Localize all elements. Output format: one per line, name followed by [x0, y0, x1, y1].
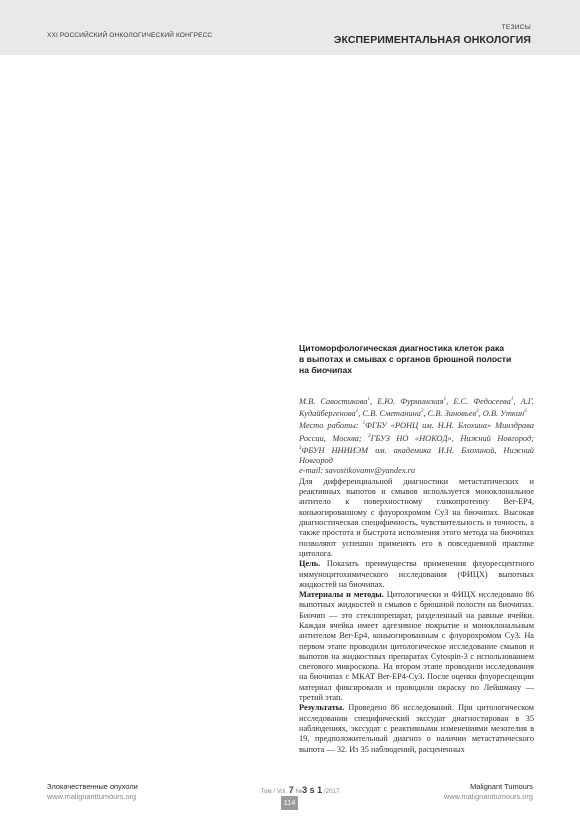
page-number: 114 — [281, 796, 298, 810]
article-title — [299, 343, 534, 376]
journal-link-right[interactable]: www.malignanttumours.org — [443, 792, 533, 801]
article — [299, 343, 534, 755]
methods-paragraph: Материалы и методы. Цитологически и ФИЦХ исследовано 86 выпотных жидкостей и смывов с брюшной полости на биочипах. Биочип — это стеклопрепарат, разделенный на равные ячейки. Каждая ячейка имеет адгезивное покрытие и моноклональным антителом Ber-Ep4, коньюгированным с флуорохромом Cy3. На первом этапе проводили цитологическое исследование смывов и выпотов на жидкостных препаратах Cytospin-3 с использованием светового микроскопа. На втором этапе проводили исследования на биочипах с МКАТ Ber-EP4-Cy3. После оценки флуоресценции материал фиксировали и проводили окраску по Лейшману — третий этап. — [299, 590, 534, 703]
workplace: Место работы: $^1$ФГБУ «РОНЦ им. Н.Н. Блохина» Минздрава России, Москва; $^2$ГБУЗ НО «НОКОД», Нижний Новгород; $^3$ФБУН ННИИЭМ им. академика И.Н. Блохиной, Нижний Новгород — [299, 421, 534, 466]
article-body — [299, 477, 534, 755]
email: e-mail: savostikovamv@yandex.ru — [299, 466, 416, 476]
congress-name: XXI РОССИЙСКИЙ ОНКОЛОГИЧЕСКИЙ КОНГРЕСС — [47, 32, 213, 39]
author-list: М.В. Савостикова$^1$, Е.Ю. Фурминская$^1$, Е.С. Федосеева$^1$, А.Г. Кудайбергенова$^1$, С.В. Сметанина$^2$, С.В. Зиновьев$^3$, О.В. Уткин$^3$ — [299, 396, 534, 418]
authors-block — [299, 395, 534, 477]
journal-link-left[interactable]: www.malignanttumours.org — [47, 792, 137, 801]
article-title-line: Цитоморфологическая диагностика клеток рака — [299, 343, 505, 353]
issue-info: Том / Vol. 7 №3 s 1 /2017 — [260, 785, 340, 795]
article-title-line: на биочипах — [299, 365, 353, 375]
journal-name-en: Malignant Tumours — [470, 782, 533, 791]
goal-paragraph: Цель. Показать преимущества применения флуоресцентного иммуноцитохимического исследования (ФИЦХ) выпотных жидкостей на биочипах. — [299, 559, 534, 589]
intro-paragraph: Для дифференциальной диагностики метастатических и реактивных выпотов и смывов используется моноклональное антитело к поверхностному гликопротеину Ber-EP4, коньюгированному с флуорохромом Cy3 на биочипах. Высокая диагностическая специфичность, чувствительность и точность, а также простота и быстрота исполнения этого метода на биочипах позволяют успешно применять его в повседневной практике цитолога. — [299, 476, 534, 558]
article-title-line: в выпотах и смывах с органов брюшной полости — [299, 354, 512, 364]
results-paragraph: Результаты. Проведено 86 исследований. При цитологическом исследовании специфический экссудат диагностирован в 35 наблюдениях, экссудат с реактивными изменениями мезотелия в 19, предположительный диагноз о наличии метастатического выпота — 32. Из 35 наблюдений, расцененных — [299, 703, 534, 754]
page-header — [0, 0, 580, 55]
section-label: ТЕЗИСЫ — [501, 24, 531, 31]
section-title: ЭКСПЕРИМЕНТАЛЬНАЯ ОНКОЛОГИЯ — [333, 34, 531, 46]
journal-name-ru: Злокачественные опухоли — [47, 782, 138, 791]
